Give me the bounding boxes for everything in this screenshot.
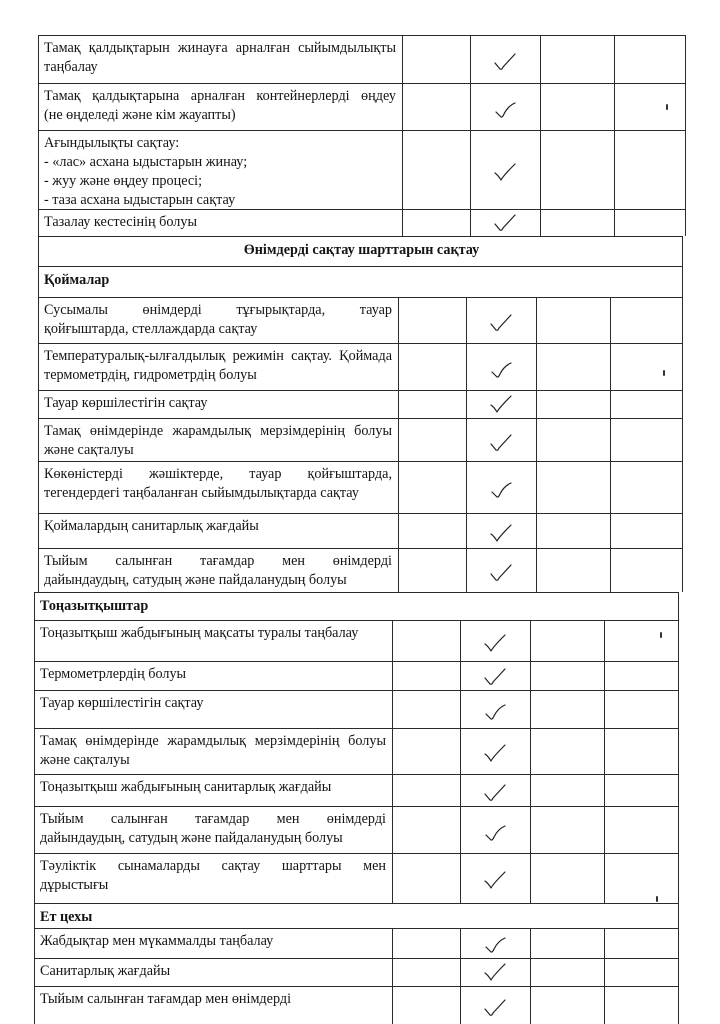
requirement-line: (не өңделеді және кім жауапты) xyxy=(44,107,236,123)
requirement-line: - жуу және өңдеу процесі; xyxy=(44,173,203,189)
requirement-line: дайындаудың, сатудың және пайдаланудың болуы xyxy=(40,830,343,846)
requirement-text xyxy=(44,552,392,590)
requirement-text xyxy=(40,624,386,643)
checkmark-icon xyxy=(483,743,507,765)
requirement-text xyxy=(44,465,392,503)
checkmark-icon xyxy=(489,523,513,545)
requirement-line: Жабдықтар мен мүкаммалды таңбалау xyxy=(40,933,274,949)
requirement-line: Тамақ қалдықтарын жинауға арналған сыйымдылықты xyxy=(44,40,396,56)
pen-dot xyxy=(660,632,662,638)
requirement-line: Тоңазытқыш жабдығының санитарлық жағдайы xyxy=(40,779,332,795)
requirement-text xyxy=(40,932,386,951)
requirement-line: Тауар көршілестігін сақтау xyxy=(44,395,208,411)
checkmark-icon xyxy=(489,394,513,416)
requirement-line: Тазалау кестесінің болуы xyxy=(44,214,198,230)
checkmark-icon xyxy=(489,312,513,334)
pen-dot xyxy=(666,104,668,110)
requirement-text xyxy=(40,962,386,981)
requirement-text xyxy=(40,778,386,797)
requirement-line: термометрдің, гидрометрдің болуы xyxy=(44,367,257,383)
requirement-text xyxy=(44,301,392,339)
requirement-line: және сақталуы xyxy=(40,752,130,768)
requirement-line: Сусымалы өнімдерді тұғырықтарда, тауар xyxy=(44,302,392,318)
requirement-text xyxy=(40,990,386,1009)
checkmark-icon xyxy=(489,359,513,381)
requirement-line: Көкөністерді жәшіктерде, тауар қойғыштарда, xyxy=(44,466,392,482)
subsection-heading: Ет цехы xyxy=(40,909,93,925)
pen-dot xyxy=(663,370,665,376)
requirement-line: Тәуліктік сынамаларды сақтау шарттары мен xyxy=(40,858,386,874)
requirement-text xyxy=(40,810,386,848)
checkmark-icon xyxy=(483,701,507,723)
requirement-text xyxy=(44,213,396,232)
checkmark-icon xyxy=(483,934,507,956)
checkmark-icon xyxy=(493,162,517,184)
requirement-line: Температуралық-ылғалдылық режимін сақтау. Қоймада xyxy=(44,348,392,364)
requirement-text xyxy=(44,347,392,385)
requirement-line: дұрыстығы xyxy=(40,877,109,893)
requirement-line: Тамақ қалдықтарына арналған контейнерлерді өңдеу xyxy=(44,88,396,104)
checkmark-icon xyxy=(489,432,513,454)
requirement-text xyxy=(44,134,396,210)
subsection-heading: Қоймалар xyxy=(44,272,110,288)
checkmark-icon xyxy=(493,212,517,234)
requirement-text xyxy=(40,665,386,684)
checkmark-icon xyxy=(483,870,507,892)
requirement-line: Тыйым салынған тағамдар мен өнімдерді xyxy=(44,553,392,569)
requirement-line: және сақталуы xyxy=(44,442,134,458)
requirement-line: Тыйым салынған тағамдар мен өнімдерді xyxy=(40,811,386,827)
requirement-text xyxy=(40,857,386,895)
requirement-text xyxy=(44,517,392,536)
checkmark-icon xyxy=(489,479,513,501)
requirement-line: - таза асхана ыдыстарын сақтау xyxy=(44,192,236,208)
requirement-line: Термометрлердің болуы xyxy=(40,666,187,682)
requirement-line: Тамақ өнімдерінде жарамдылық мерзімдерінің болуы xyxy=(40,733,386,749)
section-heading: Өнімдерді сақтау шарттарын сақтау xyxy=(243,242,480,258)
checkmark-icon xyxy=(483,962,507,984)
checkmark-icon xyxy=(483,997,507,1019)
requirement-text xyxy=(40,732,386,770)
requirement-line: Тамақ өнімдерінде жарамдылық мерзімдерінің болуы xyxy=(44,423,392,439)
requirement-line: тегендердегі таңбаланған сыйымдылықтарда сақтау xyxy=(44,485,359,501)
requirement-line: Тоңазытқыш жабдығының мақсаты туралы таңбалау xyxy=(40,625,359,641)
requirement-line: таңбалау xyxy=(44,59,98,75)
requirement-text xyxy=(40,694,386,713)
pen-dot xyxy=(656,896,658,902)
checkmark-icon xyxy=(483,822,507,844)
checkmark-icon xyxy=(489,562,513,584)
requirement-line: Ағындылықты сақтау: xyxy=(44,135,180,151)
checkmark-icon xyxy=(483,633,507,655)
requirement-line: дайындаудың, сатудың және пайдаланудың болуы xyxy=(44,572,347,588)
requirement-text xyxy=(44,394,392,413)
requirement-line: Тыйым салынған тағамдар мен өнімдерді xyxy=(40,991,292,1007)
checkmark-icon xyxy=(493,99,517,121)
checkmark-icon xyxy=(483,782,507,804)
requirement-line: Санитарлық жағдайы xyxy=(40,963,171,979)
requirement-text xyxy=(44,39,396,77)
checkmark-icon xyxy=(483,666,507,688)
requirement-line: қойғыштарда, стеллаждарда сақтау xyxy=(44,321,258,337)
requirement-line: Қоймалардың санитарлық жағдайы xyxy=(44,518,259,534)
subsection-heading: Тоңазытқыштар xyxy=(40,598,149,614)
checkmark-icon xyxy=(493,51,517,73)
requirement-line: - «лас» асхана ыдыстарын жинау; xyxy=(44,154,248,170)
requirement-text xyxy=(44,422,392,460)
requirement-text xyxy=(44,87,396,125)
requirement-line: Тауар көршілестігін сақтау xyxy=(40,695,204,711)
